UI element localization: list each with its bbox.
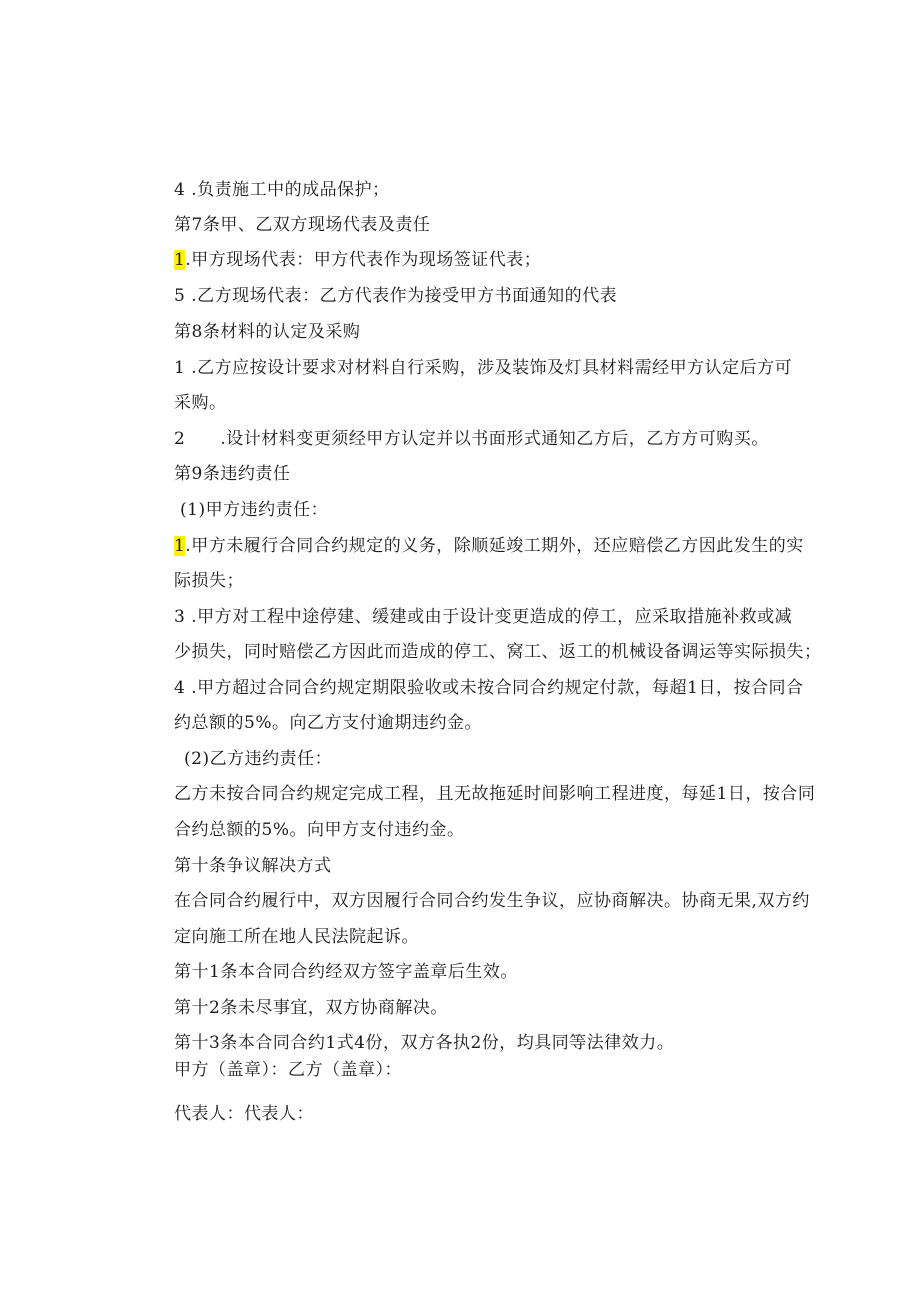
section-heading: 第8条材料的认定及采购 <box>174 322 361 342</box>
section-heading: 第十条争议解决方式 <box>174 856 332 876</box>
text-line: 1 .乙方应按设计要求对材料自行采购，涉及装饰及灯具材料需经甲方认定后方可 <box>174 358 793 378</box>
highlighted-number: 1 <box>174 536 186 556</box>
text-line: 合约总额的5%。向甲方支付违约金。 <box>174 820 465 840</box>
section-heading: 第7条甲、乙双方现场代表及责任 <box>174 215 431 235</box>
text-line: 4 .负责施工中的成品保护； <box>174 180 390 200</box>
text-line: 少损失，同时赔偿乙方因此而造成的停工、窝工、返工的机械设备调运等实际损失； <box>174 642 822 662</box>
text-line: 5 .乙方现场代表：乙方代表作为接受甲方书面通知的代表 <box>174 286 618 306</box>
subsection-heading: (2)乙方违约责任： <box>184 749 333 769</box>
text-line: 采购。 <box>174 393 227 413</box>
text-line: 3 .甲方对工程中途停建、缓建或由于设计变更造成的停工，应采取措施补救或减 <box>174 607 793 627</box>
section-heading: 第十3条本合同合约1式4份，双方各执2份，均具同等法律效力。 <box>174 1033 675 1053</box>
text-line: 约总额的5%。向乙方支付逾期违约金。 <box>174 713 482 733</box>
signature-line: 甲方（盖章）：乙方（盖章）： <box>174 1060 402 1080</box>
text-line: 定向施工所在地人民法院起诉。 <box>174 927 419 947</box>
text-line: 1.甲方未履行合同合约规定的义务，除顺延竣工期外，还应赔偿乙方因此发生的实 <box>174 536 804 556</box>
section-heading: 第十2条未尽事宜，双方协商解决。 <box>174 998 448 1018</box>
text-line: 际损失； <box>174 571 244 591</box>
subsection-heading: (1)甲方违约责任： <box>180 500 329 520</box>
text-line: 在合同合约履行中，双方因履行合同合约发生争议，应协商解决。协商无果,双方约 <box>174 891 810 911</box>
representative-line: 代表人：代表人： <box>174 1104 314 1124</box>
highlighted-number: 1 <box>174 250 186 270</box>
section-heading: 第9条违约责任 <box>174 464 291 484</box>
section-heading: 第十1条本合同合约经双方签字盖章后生效。 <box>174 962 518 982</box>
text-line: 乙方未按合同合约规定完成工程，且无故拖延时间影响工程进度，每延1日，按合同 <box>174 784 816 804</box>
text-line: 1.甲方现场代表：甲方代表作为现场签证代表； <box>174 250 542 270</box>
text-line: 2 .设计材料变更须经甲方认定并以书面形式通知乙方后，乙方方可购买。 <box>174 429 769 449</box>
text-line: 4 .甲方超过合同合约规定期限验收或未按合同合约规定付款，每超1日，按合同合 <box>174 678 804 698</box>
